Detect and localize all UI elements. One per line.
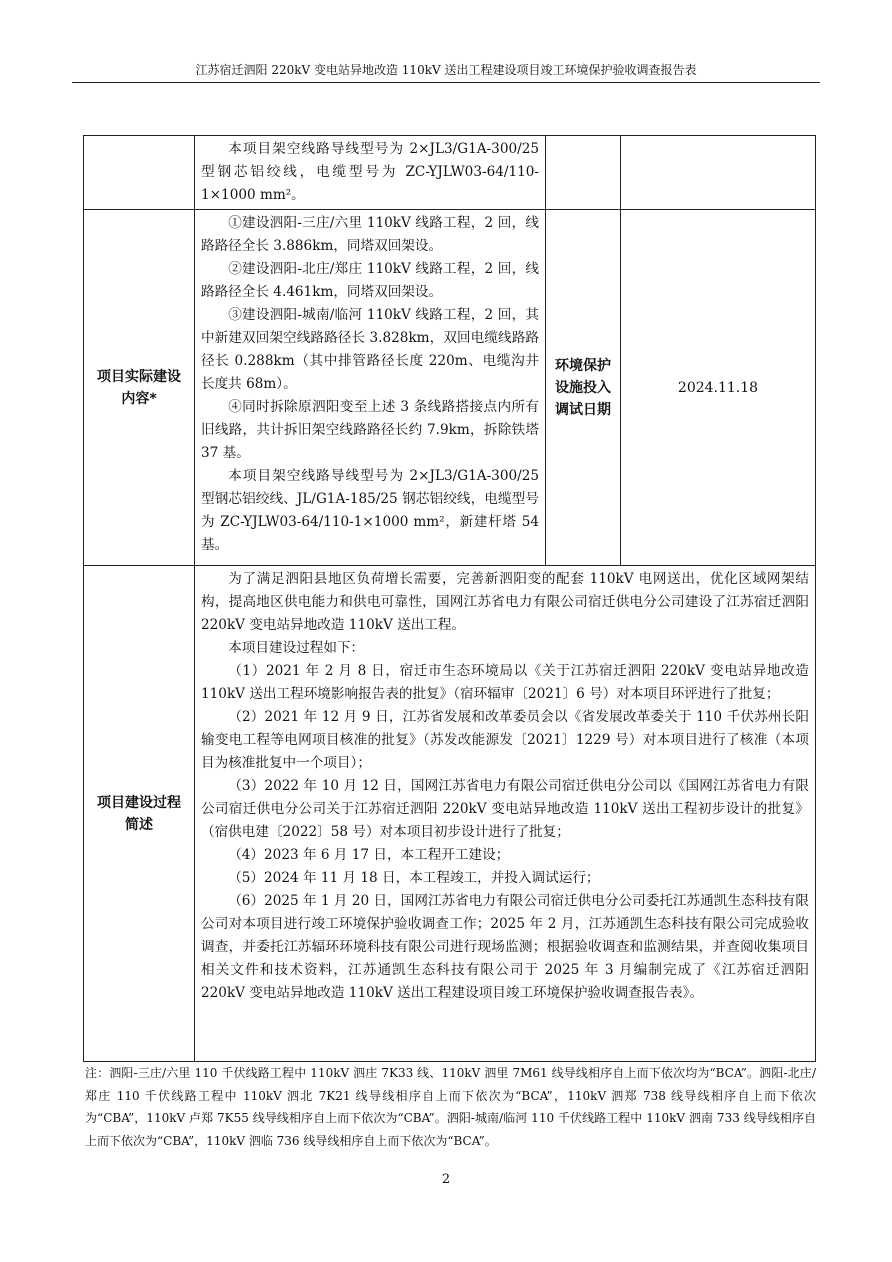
process-paragraph: （5）2024 年 11 月 18 日，本工程竣工，并投入调试运行； bbox=[228, 870, 600, 886]
process-paragraph: （6）2025 年 1 月 20 日，国网江苏省电力有限公司宿迁供电分公司委托江苏通凯生态科技有限公司对本项目进行竣工环境保护验收调查工作；2025 年 2 月，江苏通凯生态科技有限公司完成验收调查，并委托江苏辐环环境科技有限公司进行现场监测；根据验收调查和监测结果，并查阅收集项目相关文件和技术资料，江苏通凯生态科技有限公司于 2025 年 3 月编制完成了《江苏宿迁泗阳 220kV 变电站异地改造 110kV 送出工程建设项目竣工环境保护验收调查报告表》。 bbox=[201, 893, 809, 1001]
footnote: 注：泗阳-三庄/六里 110 千伏线路工程中 110kV 泗庄 7K33 线、110kV 泗里 7M61 线导线相序自上而下依次均为“BCA”。泗阳-北庄/郑庄 110 千伏线路工程中 110kV 泗北 7K21 线导线相序自上而下依次为“BCA”，110kV 泗郑 738 线导线相序自上而下依次为“CBA”，110kV 卢郑 7K55 线导线相序自上而下依次为“CBA”。泗阳-城南/临河 110 千伏线路工程中 110kV 泗南 733 线导线相序自上而下依次为“CBA”，110kV 泗临 736 线导线相序自上而下依次为“BCA”。 bbox=[85, 1066, 816, 1148]
construction-item: ②建设泗阳-北庄/郑庄 110kV 线路工程，2 回，线路路径全长 4.461km，同塔双回架设。 bbox=[201, 261, 539, 300]
page-number: 2 bbox=[441, 1172, 451, 1187]
page-header-title: 江苏宿迁泗阳 220kV 变电站异地改造 110kV 送出工程建设项目竣工环境保护验收调查报告表 bbox=[195, 63, 697, 77]
env-commissioning-date: 2024.11.18 bbox=[621, 210, 816, 566]
conductor-spec-cell bbox=[195, 136, 546, 210]
construction-content-cell bbox=[195, 210, 546, 566]
construction-item: ③建设泗阳-城南/临河 110kV 线路工程，2 回，其中新建双回架空线路路径长 3.828km，双回电缆线路路径长 0.288km（其中排管路径长度 220m、电缆沟井长度共 68m）。 bbox=[201, 307, 539, 392]
empty-label-cell bbox=[84, 136, 195, 210]
header-divider bbox=[72, 82, 820, 83]
construction-item: 本项目架空线路导线型号为 2×JL3/G1A-300/25 型钢芯铝绞线、JL/G1A-185/25 钢芯铝绞线，电缆型号为 ZC-YJLW03-64/110-1×1000 mm²，新建杆塔 54 基。 bbox=[201, 468, 539, 553]
table-row-conductor-spec bbox=[84, 136, 816, 210]
process-paragraph: 本项目建设过程如下： bbox=[228, 640, 365, 656]
project-info-table bbox=[83, 135, 816, 1062]
env-commissioning-label: 环境保护设施投入调试日期 bbox=[546, 210, 621, 566]
process-summary-label: 项目建设过程简述 bbox=[84, 566, 195, 1062]
process-paragraph: （3）2022 年 10 月 12 日，国网江苏省电力有限公司宿迁供电分公司以《国网江苏省电力有限公司宿迁供电分公司关于江苏宿迁泗阳 220kV 变电站异地改造 110kV 送出工程初步设计的批复》（宿供电建〔2022〕58 号）对本项目初步设计进行了批复； bbox=[201, 778, 809, 840]
table-row-process-summary bbox=[84, 566, 816, 1062]
conductor-spec-text: 本项目架空线路导线型号为 2×JL3/G1A-300/25 型钢芯铝绞线，电缆型号为 ZC-YJLW03-64/110-1×1000 mm²。 bbox=[201, 141, 539, 203]
process-summary-cell bbox=[195, 566, 816, 1062]
empty-cell bbox=[621, 136, 816, 210]
construction-content-label: 项目实际建设内容* bbox=[84, 210, 195, 566]
process-paragraph: （2）2021 年 12 月 9 日，江苏省发展和改革委员会以《省发展改革委关于 110 千伏苏州长阳输变电工程等电网项目核准的批复》（苏发改能源发〔2021〕1229 号）对本项目进行了核准（本项目为核准批复中一个项目）； bbox=[201, 709, 809, 771]
empty-cell bbox=[546, 136, 621, 210]
process-paragraph: 为了满足泗阳县地区负荷增长需要，完善新泗阳变的配套 110kV 电网送出，优化区域网架结构，提高地区供电能力和供电可靠性，国网江苏省电力有限公司宿迁供电分公司建设了江苏宿迁泗阳 220kV 变电站异地改造 110kV 送出工程。 bbox=[201, 571, 809, 633]
process-paragraph: （1）2021 年 2 月 8 日，宿迁市生态环境局以《关于江苏宿迁泗阳 220kV 变电站异地改造 110kV 送出工程环境影响报告表的批复》（宿环辐审〔2021〕6 号）对本项目环评进行了批复； bbox=[201, 663, 809, 702]
construction-item: ①建设泗阳-三庄/六里 110kV 线路工程，2 回，线路路径全长 3.886km，同塔双回架设。 bbox=[201, 215, 539, 254]
construction-item: ④同时拆除原泗阳变至上述 3 条线路搭接点内所有旧线路，共计拆旧架空线路路径长约 7.9km，拆除铁塔 37 基。 bbox=[201, 399, 539, 461]
table-row-construction-content bbox=[84, 210, 816, 566]
process-paragraph: （4）2023 年 6 月 17 日，本工程开工建设； bbox=[228, 847, 510, 863]
